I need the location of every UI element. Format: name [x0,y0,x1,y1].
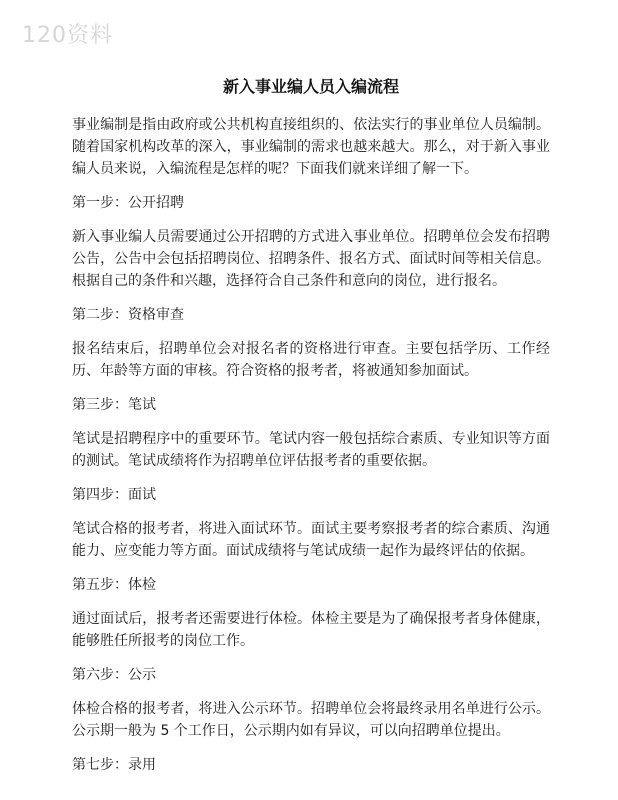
watermark: 120资料 [22,23,113,48]
step-6-heading: 第六步：公示 [72,667,156,683]
intro-paragraph: 事业编制是指由政府或公共机构直接组织的、依法实行的事业单位人员编制。随着国家机构改革的深入，事业编制的需求也越来越大。那么，对于新入事业编人员来说，入编流程是怎样的呢？下面我们就来详细了解一下。 [72,117,550,177]
step-4-body: 笔试合格的报考者，将进入面试环节。面试主要考察报考者的综合素质、沟通能力、应变能力等方面。面试成绩将与笔试成绩一起作为最终评估的依据。 [72,521,550,559]
step-7-heading: 第七步：录用 [72,757,156,773]
step-5-body: 通过面试后，报考者还需要进行体检。体检主要是为了确保报考者身体健康，能够胜任所报考的岗位工作。 [72,611,550,649]
step-3-heading: 第三步：笔试 [72,397,156,413]
step-1-heading: 第一步：公开招聘 [72,195,184,211]
step-1-body: 新入事业编人员需要通过公开招聘的方式进入事业单位。招聘单位会发布招聘公告，公告中会包括招聘岗位、招聘条件、报名方式、面试时间等相关信息。根据自己的条件和兴趣，选择符合自己条件和意向的岗位，进行报名。 [72,229,550,289]
step-2-heading: 第二步：资格审查 [72,307,184,323]
document-title: 新入事业编人员入编流程 [222,77,399,96]
document-body [72,76,550,788]
step-3-body: 笔试是招聘程序中的重要环节。笔试内容一般包括综合素质、专业知识等方面的测试。笔试成绩将作为招聘单位评估报考者的重要依据。 [72,431,550,469]
step-2-body: 报名结束后，招聘单位会对报名者的资格进行审查。主要包括学历、工作经历、年龄等方面的审核。符合资格的报考者，将被通知参加面试。 [72,341,550,379]
step-4-heading: 第四步：面试 [72,487,156,503]
step-6-body: 体检合格的报考者，将进入公示环节。招聘单位会将最终录用名单进行公示。公示期一般为 5 个工作日，公示期内如有异议，可以向招聘单位提出。 [72,701,550,739]
step-5-heading: 第五步：体检 [72,577,156,593]
